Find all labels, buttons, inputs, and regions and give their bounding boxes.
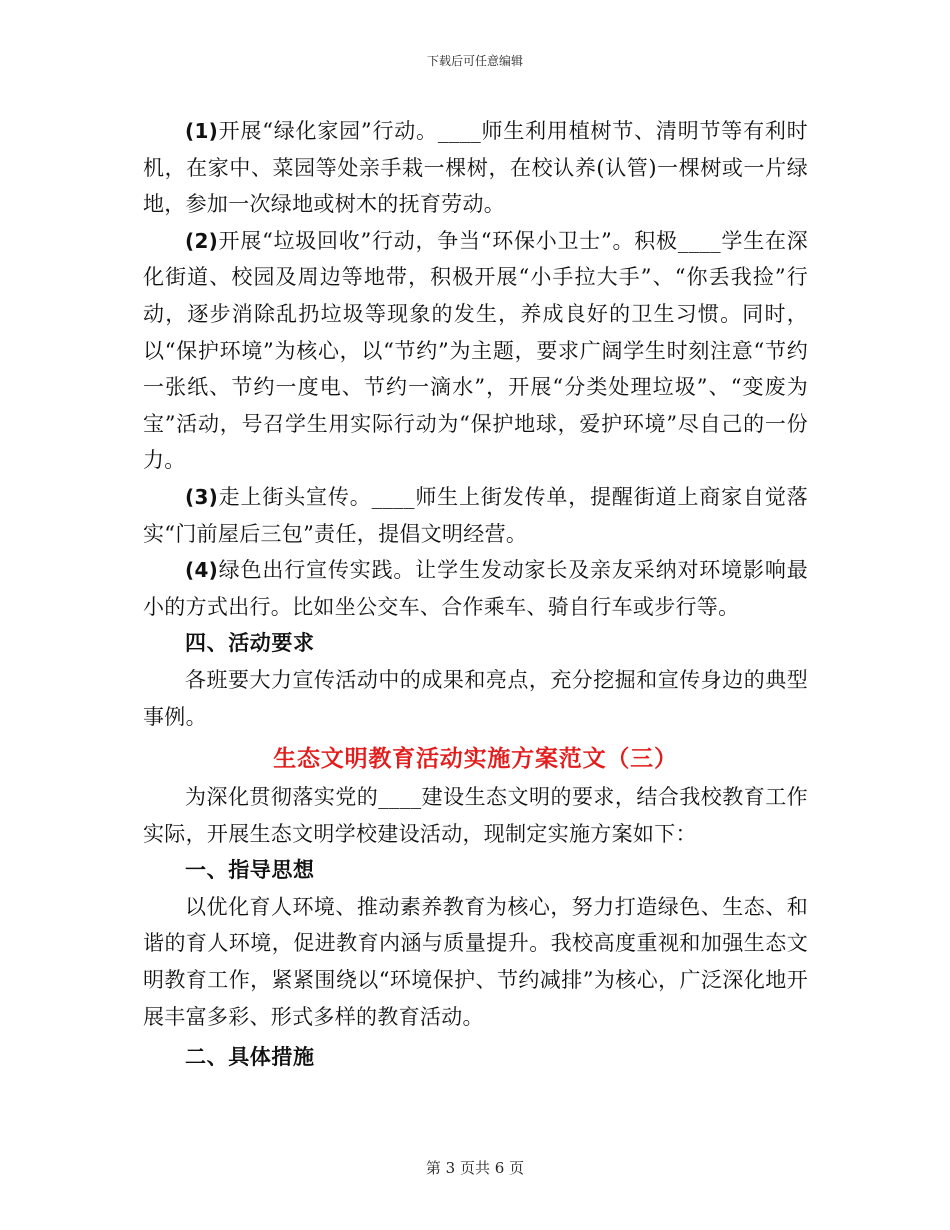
heading-specific-measures: 二、具体措施 [185,1044,315,1070]
item-number: (3) [185,484,219,509]
paragraph-text: 开展“垃圾回收”行动，争当“环保小卫士”。积极____学生在深化街道、校园及周边等地带，积极开展“小手拉大手”、“你丢我捡”行动，逐步消除乱扔垃圾等现象的发生，养成良好的卫生习惯。同时，以“保护环境”为核心，以“节约”为主题，要求广阔学生时刻注意“节约一张纸、节约一度电、节约一滴水”，开展“分类处理垃圾”、“变废为宝”活动，号召学生用实际行动为“保护地球，爱护环境”尽自己的一份力。 [143,228,808,473]
paragraph-text: 开展“绿化家园”行动。____师生利用植树节、清明节等有利时机，在家中、菜园等处亲手栽一棵树，在校认养(认管)一棵树或一片绿地，参加一次绿地或树木的抚育劳动。 [143,119,808,217]
paragraph-garbage-recycling [143,223,808,479]
paragraph-street-promotion [143,479,808,552]
paragraph-text: 走上街头宣传。____师生上街发传单，提醒街道上商家自觉落实“门前屋后三包”责任，提倡文明经营。 [143,484,808,546]
section-title: 生态文明教育活动实施方案范文（三） [273,745,678,773]
paragraph-requirements: 各班要大力宣传活动中的成果和亮点，充分挖掘和宣传身边的典型事例。 [143,667,808,729]
header-note: 下载后可任意编辑 [426,54,523,68]
page-footer: 第 3 页共 6 页 [425,1159,525,1177]
paragraph-intro: 为深化贯彻落实党的____建设生态文明的要求，结合我校教育工作实际，开展生态文明学校建设活动，现制定实施方案如下： [143,785,808,846]
document-body [143,113,808,1076]
heading-requirements: 四、活动要求 [185,630,315,656]
heading-guiding-ideology: 一、指导思想 [185,857,315,883]
item-number: (2) [185,228,219,253]
item-number: (4) [185,558,219,583]
paragraph-greening [143,113,808,223]
item-number: (1) [185,119,219,143]
paragraph-text: 绿色出行宣传实践。让学生发动家长及亲友采纳对环境影响最小的方式出行。比如坐公交车、合作乘车、骑自行车或步行等。 [143,558,808,619]
paragraph-guiding-ideology: 以优化育人环境、推动素养教育为核心，努力打造绿色、生态、和谐的育人环境，促进教育内涵与质量提升。我校高度重视和加强生态文明教育工作，紧紧围绕以“环境保护、节约减排”为核心，广泛深化地开展丰富多彩、形式多样的教育活动。 [143,894,808,1029]
paragraph-green-travel [143,552,808,625]
